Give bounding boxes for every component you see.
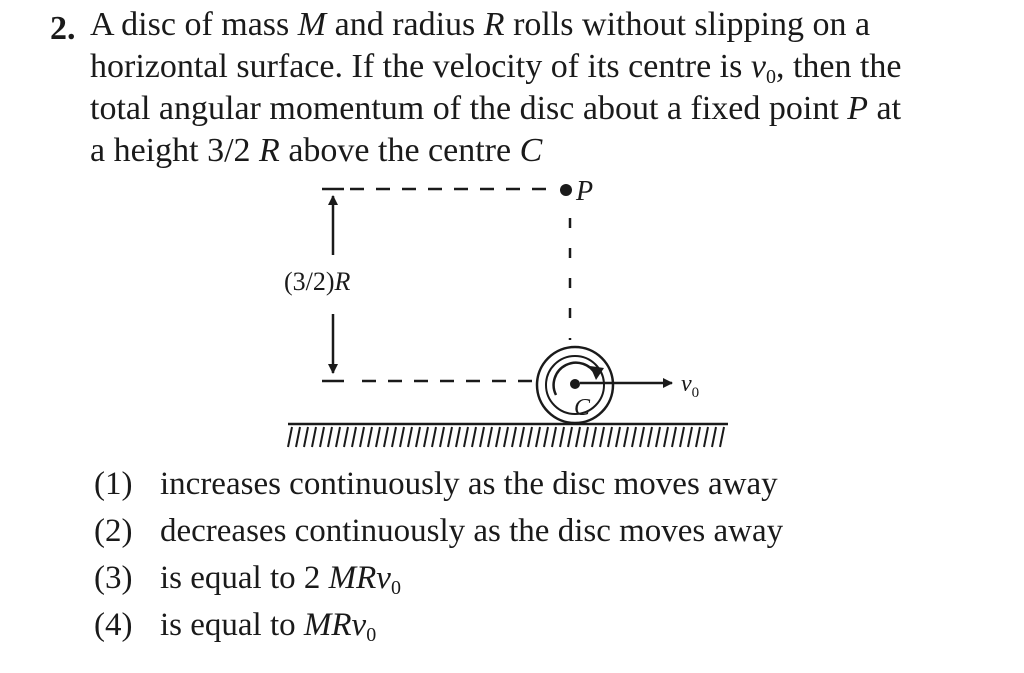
var-radius: R bbox=[259, 132, 280, 169]
var-mass: M bbox=[297, 6, 327, 43]
option-text: increases continuously as the disc moves away bbox=[160, 466, 778, 502]
var-radius: R bbox=[483, 6, 505, 43]
subscript: 0 bbox=[366, 624, 377, 646]
option-number: (3) bbox=[94, 560, 133, 596]
text-run: rolls without slipping on a bbox=[504, 6, 871, 43]
centre-c-label: C bbox=[574, 395, 591, 421]
text-run: at bbox=[868, 90, 902, 127]
text-run: horizontal surface. If the velocity of its centre is bbox=[90, 48, 751, 85]
subscript: 0 bbox=[390, 577, 401, 599]
var-mrv: MRv bbox=[303, 607, 367, 643]
option-text: decreases continuously as the disc moves away bbox=[160, 513, 784, 549]
velocity-label: $v_0$ bbox=[681, 371, 700, 401]
var-centre-c: C bbox=[519, 132, 543, 169]
ground-hatching bbox=[288, 427, 724, 447]
text-run: and radius bbox=[326, 6, 484, 43]
point-p-dot bbox=[560, 184, 572, 196]
option-number: (2) bbox=[94, 513, 133, 549]
rotation-arc bbox=[554, 363, 596, 395]
var-mrv: MRv bbox=[328, 560, 391, 596]
option-number: (1) bbox=[94, 466, 133, 502]
option-number: (4) bbox=[94, 607, 133, 643]
question-number: 2. bbox=[50, 10, 76, 47]
text-run: a height 3/2 bbox=[90, 132, 260, 169]
var-velocity: v bbox=[750, 48, 766, 85]
option-text bbox=[160, 607, 376, 644]
height-label: (3/2)R bbox=[284, 267, 351, 296]
text-run: is equal to 2 bbox=[160, 560, 329, 596]
option-text bbox=[160, 560, 401, 597]
centre-c-dot bbox=[570, 379, 580, 389]
point-p-label: P bbox=[576, 176, 594, 207]
text-run: , then the bbox=[775, 48, 902, 85]
velocity-subscript: 0 bbox=[765, 66, 776, 88]
text-run: A disc of mass bbox=[90, 6, 298, 43]
text-run: is equal to bbox=[160, 607, 304, 643]
text-run: total angular momentum of the disc about a fixed point bbox=[90, 90, 848, 127]
text-run: above the centre bbox=[279, 132, 520, 169]
var-point-p: P bbox=[847, 90, 869, 127]
